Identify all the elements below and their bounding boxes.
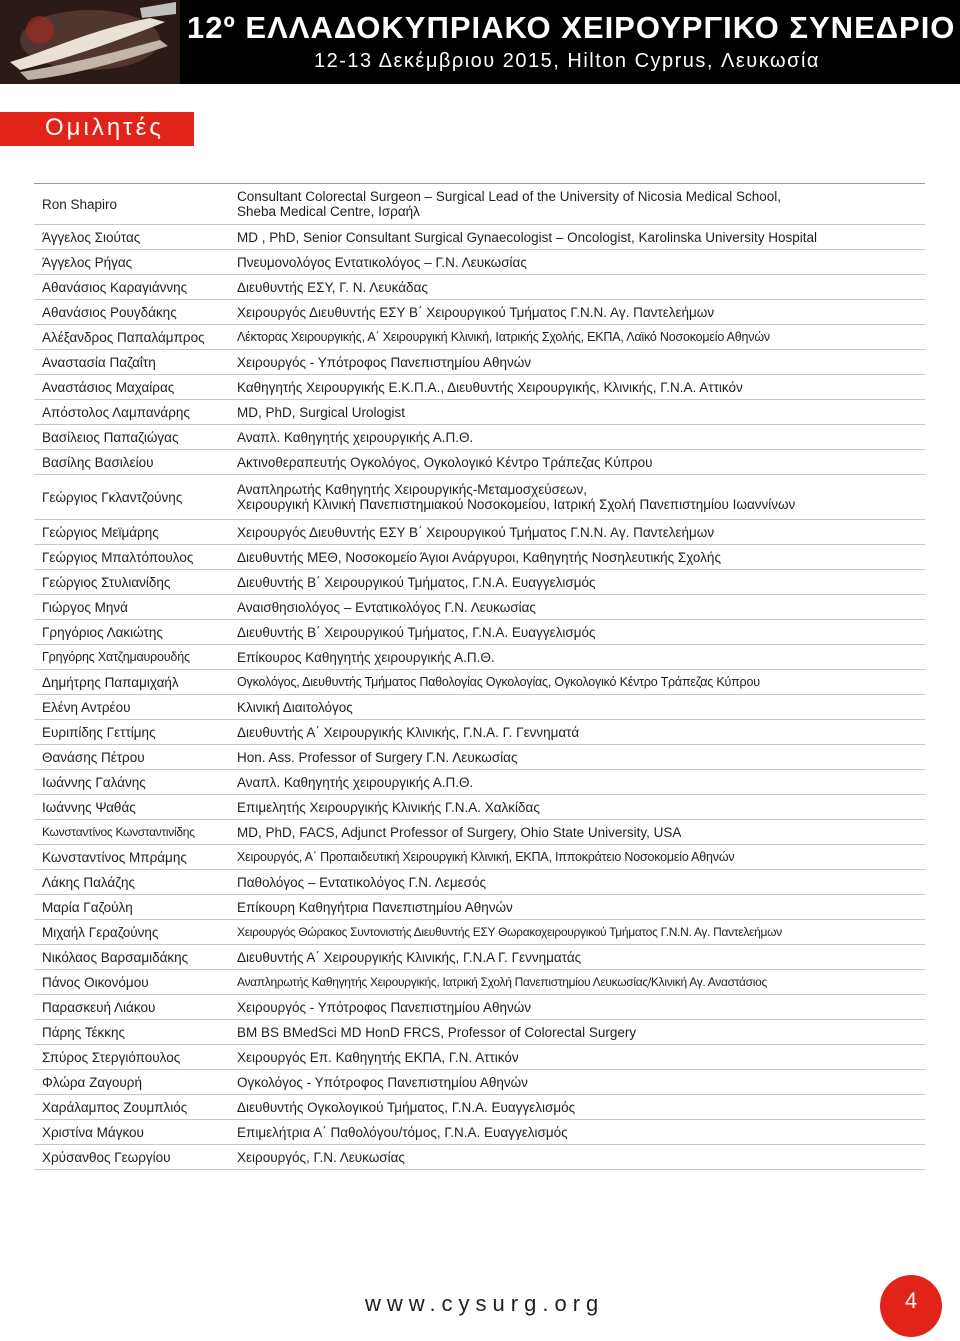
footer-website: www.cysurg.org [365,1291,605,1316]
speaker-row [34,300,925,325]
speaker-row [34,695,925,720]
speaker-row [34,970,925,995]
speaker-row [34,275,925,300]
affiliation-line: Διευθυντής ΕΣΥ, Γ. Ν. Λευκάδας [237,279,428,295]
affiliation-line: BM BS BMedSci MD HonD FRCS, Professor of Colorectal Surgery [237,1024,637,1040]
speaker-name: Κωνσταντίνος Κωνσταντινίδης [34,820,234,845]
speaker-row [34,425,925,450]
speaker-affiliation [234,1070,925,1095]
speaker-affiliation [234,1145,925,1170]
affiliation-line: Διευθυντής Β΄ Χειρουργικού Τμήματος, Γ.Ν.Α. Ευαγγελισμός [237,624,596,640]
speaker-affiliation [234,250,925,275]
affiliation-line: Ακτινοθεραπευτής Ογκολόγος, Ογκολογικό Κέντρο Τράπεζας Κύπρου [237,454,653,470]
affiliation-line-2: Sheba Medical Centre, Ισραήλ [237,204,420,219]
speaker-row [34,895,925,920]
affiliation-line: Επίκουρη Καθηγήτρια Πανεπιστημίου Αθηνών [237,899,513,915]
page-number-badge: 4 [880,1275,942,1337]
affiliation-line: Διευθυντής Α΄ Χειρουργικής Κλινικής, Γ.Ν.Α Γ. Γεννηματάς [237,949,582,965]
speaker-affiliation [234,870,925,895]
affiliation-line-2: Χειρουργική Κλινική Πανεπιστημιακού Νοσοκομείου, Ιατρική Σχολή Πανεπιστημίου Ιωαννίνων [237,497,796,512]
speaker-row [34,1145,925,1170]
speaker-name: Γεώργιος Στυλιανίδης [34,570,234,595]
affiliation-line: Χειρουργός Διευθυντής ΕΣΥ Β΄ Χειρουργικού Τμήματος Γ.Ν.Ν. Αγ. Παντελεήμων [237,304,715,320]
affiliation-line: Επιμελήτρια Α΄ Παθολόγου/τόμος, Γ.Ν.Α. Ευαγγελισμός [237,1124,568,1140]
speaker-affiliation [234,325,925,350]
speaker-row [34,400,925,425]
speaker-affiliation [234,1120,925,1145]
speaker-row [34,1095,925,1120]
affiliation-line: Αναισθησιολόγος – Εντατικολόγος Γ.Ν. Λευκωσίας [237,599,536,615]
speaker-affiliation [234,350,925,375]
speaker-affiliation [234,670,925,695]
speaker-name: Κωνσταντίνος Μπράμης [34,845,234,870]
affiliation-line: Χειρουργός, Γ.Ν. Λευκωσίας [237,1149,405,1165]
speaker-name: Γιώργος Μηνά [34,595,234,620]
affiliation-line: Χειρουργός Θώρακος Συντονιστής Διευθυντής ΕΣΥ Θωρακοχειρουργικού Τμήματος Γ.Ν.Ν. Αγ. Παντελεήμων [237,924,782,939]
speaker-name: Νικόλαος Βαρσαμιδάκης [34,945,234,970]
speaker-row [34,570,925,595]
conference-dates-venue: 12-13 Δεκέμβριου 2015, Hilton Cyprus, Λευκωσία [314,50,820,72]
affiliation-line: Χειρουργός, Α΄ Προπαιδευτική Χειρουργική Κλινική, ΕΚΠΑ, Ιπποκράτειο Νοσοκομείο Αθηνών [237,849,735,864]
speaker-name: Γεώργιος Μεϊμάρης [34,520,234,545]
section-title: Ομιλητές [45,114,164,141]
speaker-name: Ελένη Αντρέου [34,695,234,720]
speaker-row [34,795,925,820]
speaker-affiliation [234,970,925,995]
speaker-name: Γρηγόριος Λακιώτης [34,620,234,645]
affiliation-line: Διευθυντής Ογκολογικού Τμήματος, Γ.Ν.Α. Ευαγγελισμός [237,1099,576,1115]
speaker-affiliation [234,745,925,770]
affiliation-line: Αναπλ. Καθηγητής χειρουργικής Α.Π.Θ. [237,429,474,445]
speaker-affiliation [234,300,925,325]
affiliation-line: Καθηγητής Χειρουργικής Ε.Κ.Π.Α., Διευθυντής Χειρουργικής, Κλινικής, Γ.Ν.Α. Αττικόν [237,379,743,395]
speaker-affiliation [234,770,925,795]
speaker-name: Χαράλαμπος Ζουμπλιός [34,1095,234,1120]
affiliation-line: Αναπλ. Καθηγητής χειρουργικής Α.Π.Θ. [237,774,474,790]
speakers-table [34,184,925,1170]
speaker-name: Φλώρα Ζαγουρή [34,1070,234,1095]
speaker-affiliation [234,895,925,920]
speaker-affiliation [234,275,925,300]
speaker-row [34,870,925,895]
speaker-affiliation [234,450,925,475]
speaker-row [34,645,925,670]
speaker-row [34,920,925,945]
speaker-name: Άγγελος Ρήγας [34,250,234,275]
affiliation-line: Αναπληρωτής Καθηγητής Χειρουργικής-Μεταμοσχεύσεων, [237,482,588,497]
affiliation-line: Διευθυντής ΜΕΘ, Νοσοκομείο Άγιοι Ανάργυροι, Καθηγητής Νοσηλευτικής Σχολής [237,549,721,565]
speaker-affiliation [234,945,925,970]
speaker-name: Παρασκευή Λιάκου [34,995,234,1020]
speaker-name: Ευριπίδης Γεττίμης [34,720,234,745]
speaker-affiliation [234,475,925,520]
speaker-affiliation [234,400,925,425]
speaker-name: Απόστολος Λαμπανάρης [34,400,234,425]
speaker-name: Αθανάσιος Καραγιάννης [34,275,234,300]
speaker-row [34,325,925,350]
affiliation-line: Διευθυντής Α΄ Χειρουργικής Κλινικής, Γ.Ν.Α. Γ. Γεννηματά [237,724,580,740]
affiliation-line: Ογκολόγος - Υπότροφος Πανεπιστημίου Αθηνών [237,1074,528,1090]
speaker-affiliation [234,545,925,570]
speaker-row [34,350,925,375]
speaker-row [34,820,925,845]
speaker-affiliation [234,645,925,670]
affiliation-line: Επίκουρος Καθηγητής χειρουργικής Α.Π.Θ. [237,649,495,665]
speaker-row [34,1070,925,1095]
speaker-row [34,450,925,475]
affiliation-line: Χειρουργός Επ. Καθηγητής ΕΚΠΑ, Γ.Ν. Αττικόν [237,1049,519,1065]
speaker-affiliation [234,225,925,250]
affiliation-line: Χειρουργός Διευθυντής ΕΣΥ Β΄ Χειρουργικού Τμήματος Γ.Ν.Ν. Αγ. Παντελεήμων [237,524,715,540]
speaker-name: Χριστίνα Μάγκου [34,1120,234,1145]
speaker-row [34,1120,925,1145]
affiliation-line: Αναπληρωτής Καθηγητής Χειρουργικής, Ιατρική Σχολή Πανεπιστημίου Λευκωσίας/Κλινική Αγ. Αναστάσιος [237,974,767,989]
speaker-name: Ιωάννης Ψαθάς [34,795,234,820]
speaker-affiliation [234,1020,925,1045]
speaker-affiliation [234,595,925,620]
speaker-name: Μαρία Γαζούλη [34,895,234,920]
speaker-name: Χρύσανθος Γεωργίου [34,1145,234,1170]
speaker-name: Αλέξανδρος Παπαλάμπρος [34,325,234,350]
speaker-name: Ron Shapiro [34,184,234,225]
speaker-affiliation [234,695,925,720]
speaker-name: Αθανάσιος Ρουγδάκης [34,300,234,325]
speaker-name: Θανάσης Πέτρου [34,745,234,770]
affiliation-line: MD, PhD, Surgical Urologist [237,404,406,420]
speaker-name: Αναστασία Παζαΐτη [34,350,234,375]
speaker-row [34,225,925,250]
conference-title: 12º ΕΛΛΑΔΟΚΥΠΡΙΑΚΟ ΧΕΙΡΟΥΡΓΙΚΟ ΣΥΝΕΔΡΙΟ [187,10,956,45]
affiliation-line: Παθολόγος – Εντατικολόγος Γ.Ν. Λεμεσός [237,874,486,890]
speaker-name: Γεώργιος Γκλαντζούνης [34,475,234,520]
speaker-affiliation [234,845,925,870]
speaker-row [34,375,925,400]
speaker-name: Βασίλης Βασιλείου [34,450,234,475]
page-header [0,0,960,84]
speaker-row [34,745,925,770]
affiliation-line: Λέκτορας Χειρουργικής, Α΄ Χειρουργική Κλινική, Ιατρικής Σχολής, ΕΚΠΑ, Λαϊκό Νοσοκομείο Αθηνών [237,329,770,344]
speaker-row [34,945,925,970]
speaker-name: Σπύρος Στεργιόπουλος [34,1045,234,1070]
speaker-affiliation [234,570,925,595]
speaker-row [34,184,925,225]
affiliation-line: MD, PhD, FACS, Adjunct Professor of Surgery, Ohio State University, USA [237,824,682,840]
speaker-row [34,545,925,570]
speaker-affiliation [234,920,925,945]
affiliation-line: Hon. Ass. Professor of Surgery Γ.Ν. Λευκωσίας [237,749,518,765]
speaker-row [34,845,925,870]
affiliation-line: Επιμελητής Χειρουργικής Κλινικής Γ.Ν.Α. Χαλκίδας [237,799,540,815]
speaker-row [34,250,925,275]
speaker-name: Γεώργιος Μπαλτόπουλος [34,545,234,570]
speaker-name: Δημήτρης Παπαμιχαήλ [34,670,234,695]
speaker-row [34,1020,925,1045]
speaker-row [34,520,925,545]
affiliation-line: MD , PhD, Senior Consultant Surgical Gynaecologist – Oncologist, Karolinska University Hospital [237,229,818,245]
speaker-affiliation [234,520,925,545]
affiliation-line: Πνευμονολόγος Εντατικολόγος – Γ.Ν. Λευκωσίας [237,254,527,270]
speaker-row [34,475,925,520]
speaker-affiliation [234,720,925,745]
speaker-affiliation [234,820,925,845]
speaker-name: Μιχαήλ Γεραζούνης [34,920,234,945]
speaker-affiliation [234,1095,925,1120]
speaker-name: Λάκης Παλάζης [34,870,234,895]
speaker-affiliation [234,995,925,1020]
speaker-affiliation [234,795,925,820]
affiliation-line: Consultant Colorectal Surgeon – Surgical Lead of the University of Nicosia Medical School, [237,189,782,204]
speaker-affiliation [234,375,925,400]
speaker-affiliation [234,1045,925,1070]
speaker-name: Βασίλειος Παπαζιώγας [34,425,234,450]
affiliation-line: Χειρουργός - Υπότροφος Πανεπιστημίου Αθηνών [237,354,532,370]
speaker-row [34,1045,925,1070]
speaker-affiliation [234,184,925,225]
speaker-name: Πάνος Οικονόμου [34,970,234,995]
speaker-row [34,770,925,795]
speaker-row [34,620,925,645]
affiliation-line: Διευθυντής Β΄ Χειρουργικού Τμήματος, Γ.Ν.Α. Ευαγγελισμός [237,574,596,590]
speaker-name: Αναστάσιος Μαχαίρας [34,375,234,400]
speaker-row [34,720,925,745]
surgeon-hands-image [0,0,180,84]
affiliation-line: Ογκολόγος, Διευθυντής Τμήματος Παθολογίας Ογκολογίας, Ογκολογικό Κέντρο Τράπεζας Κύπρου [237,674,760,689]
speaker-affiliation [234,425,925,450]
speaker-row [34,595,925,620]
speaker-name: Ιωάννης Γαλάνης [34,770,234,795]
speaker-row [34,670,925,695]
speaker-name: Πάρης Τέκκης [34,1020,234,1045]
speaker-affiliation [234,620,925,645]
speaker-name: Γρηγόρης Χατζημαυρουδής [34,645,234,670]
speaker-row [34,995,925,1020]
speaker-name: Άγγελος Σιούτας [34,225,234,250]
header-logo-image [0,0,180,84]
affiliation-line: Κλινική Διαιτολόγος [237,699,353,715]
affiliation-line: Χειρουργός - Υπότροφος Πανεπιστημίου Αθηνών [237,999,532,1015]
